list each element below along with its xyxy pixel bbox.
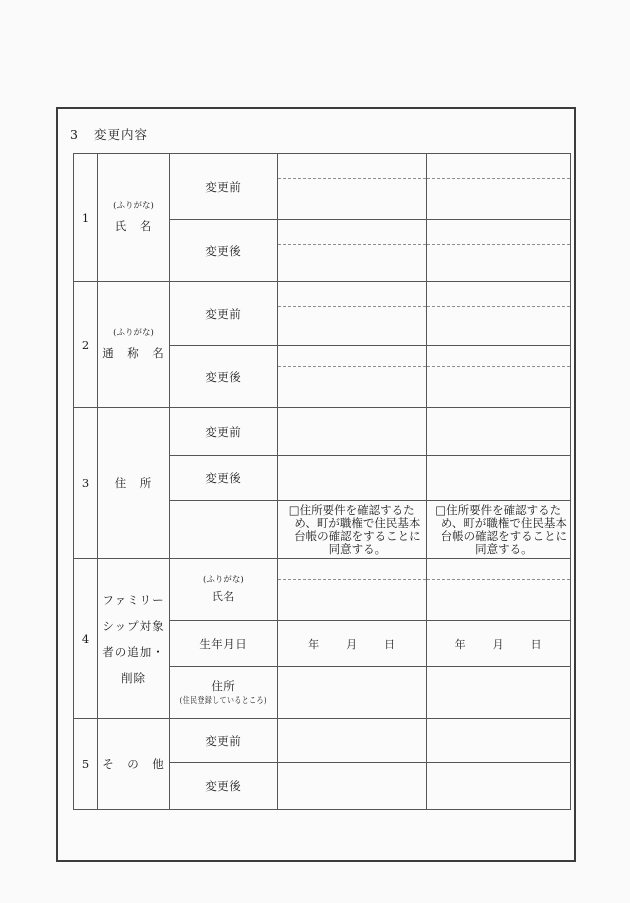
row4-item-line4: 削除 — [121, 670, 146, 685]
section-number: 3 — [70, 127, 79, 142]
row4-item-label — [98, 559, 170, 719]
page-frame — [56, 107, 576, 862]
day-unit: 日 — [530, 637, 542, 651]
entry-cell-address-before-2[interactable] — [426, 408, 570, 456]
furigana-separator — [278, 306, 426, 307]
consent-checkbox[interactable]: □ — [288, 502, 300, 517]
row4-address-text: 住所 — [211, 678, 236, 693]
entry-cell-address-after-1[interactable] — [277, 456, 426, 501]
row3-after-label: 変更後 — [170, 456, 278, 501]
entry-cell-name-before-1[interactable] — [277, 154, 426, 220]
row1-number: 1 — [74, 154, 98, 282]
date-units — [427, 636, 570, 652]
furigana-separator — [278, 244, 426, 245]
entry-cell-other-after-2[interactable] — [426, 763, 570, 810]
row5-number: 5 — [74, 719, 98, 810]
row3-before-label: 変更前 — [170, 408, 278, 456]
row1-after-label: 変更後 — [170, 220, 278, 282]
date-units — [278, 636, 426, 652]
furigana-separator — [427, 579, 570, 580]
row2-number: 2 — [74, 282, 98, 408]
entry-cell-member-address-1[interactable] — [277, 667, 426, 719]
entry-cell-alias-before-2[interactable] — [426, 282, 570, 346]
entry-cell-address-after-2[interactable] — [426, 456, 570, 501]
furigana-separator — [427, 244, 570, 245]
entry-cell-name-after-1[interactable] — [277, 220, 426, 282]
row5-item-text: そ の 他 — [102, 757, 165, 771]
month-unit: 月 — [492, 637, 504, 651]
consent-statement — [427, 504, 570, 556]
furigana-separator — [278, 579, 426, 580]
row2-item-label — [98, 282, 170, 408]
row4-address-note: (住民登録しているところ) — [179, 695, 268, 706]
furigana-separator — [278, 178, 426, 179]
entry-cell-birthdate-1[interactable] — [277, 621, 426, 667]
row1-furigana-label: (ふりがな) — [113, 201, 154, 211]
consent-statement — [278, 504, 426, 556]
section-title-text: 変更内容 — [93, 127, 148, 142]
entry-cell-member-name-1[interactable] — [277, 559, 426, 621]
furigana-separator — [427, 306, 570, 307]
row3-item-text: 住 所 — [114, 476, 153, 490]
consent-checkbox[interactable]: □ — [435, 502, 447, 517]
entry-cell-name-before-2[interactable] — [426, 154, 570, 220]
row1-item-label — [98, 154, 170, 282]
consent-text: 住所要件を確認するため、町が職権で住民基本台帳の確認をすることに同意する。 — [440, 502, 568, 556]
row2-item-text: 通 称 名 — [102, 346, 165, 360]
entry-cell-birthdate-2[interactable] — [426, 621, 570, 667]
row2-after-label: 変更後 — [170, 346, 278, 408]
entry-cell-address-before-1[interactable] — [277, 408, 426, 456]
row3-consent-spacer — [170, 501, 278, 559]
furigana-separator — [427, 366, 570, 367]
entry-cell-name-after-2[interactable] — [426, 220, 570, 282]
furigana-separator — [427, 178, 570, 179]
row4-item-line1: ファミリー — [102, 592, 165, 607]
row4-name-text: 氏名 — [211, 590, 235, 603]
row4-birth-label: 生年月日 — [170, 621, 278, 667]
year-unit: 年 — [308, 637, 320, 651]
year-unit: 年 — [454, 637, 466, 651]
row4-name-furigana-label: (ふりがな) — [203, 575, 244, 585]
entry-cell-other-after-1[interactable] — [277, 763, 426, 810]
row2-furigana-label: (ふりがな) — [113, 328, 154, 338]
row4-name-label — [170, 559, 278, 621]
row1-before-label: 変更前 — [170, 154, 278, 220]
entry-cell-alias-after-2[interactable] — [426, 346, 570, 408]
month-unit: 月 — [346, 637, 358, 651]
row4-number: 4 — [74, 559, 98, 719]
row5-after-label: 変更後 — [170, 763, 278, 810]
consent-cell-2 — [426, 501, 570, 559]
row4-item-line3: 者の追加・ — [102, 644, 165, 659]
row3-item-label — [98, 408, 170, 559]
section-title — [70, 125, 148, 143]
furigana-separator — [278, 366, 426, 367]
entry-cell-alias-before-1[interactable] — [277, 282, 426, 346]
row4-item-line2: シップ対象 — [102, 618, 165, 633]
day-unit: 日 — [384, 637, 396, 651]
row5-item-label — [98, 719, 170, 810]
entry-cell-alias-after-1[interactable] — [277, 346, 426, 408]
consent-text: 住所要件を確認するため、町が職権で住民基本台帳の確認をすることに同意する。 — [294, 502, 421, 556]
entry-cell-member-name-2[interactable] — [426, 559, 570, 621]
entry-cell-member-address-2[interactable] — [426, 667, 570, 719]
row5-before-label: 変更前 — [170, 719, 278, 763]
consent-cell-1 — [277, 501, 426, 559]
row3-number: 3 — [74, 408, 98, 559]
row4-address-label — [170, 667, 278, 719]
row1-item-text: 氏 名 — [114, 219, 153, 233]
entry-cell-other-before-2[interactable] — [426, 719, 570, 763]
row2-before-label: 変更前 — [170, 282, 278, 346]
entry-cell-other-before-1[interactable] — [277, 719, 426, 763]
change-details-table — [73, 153, 571, 810]
